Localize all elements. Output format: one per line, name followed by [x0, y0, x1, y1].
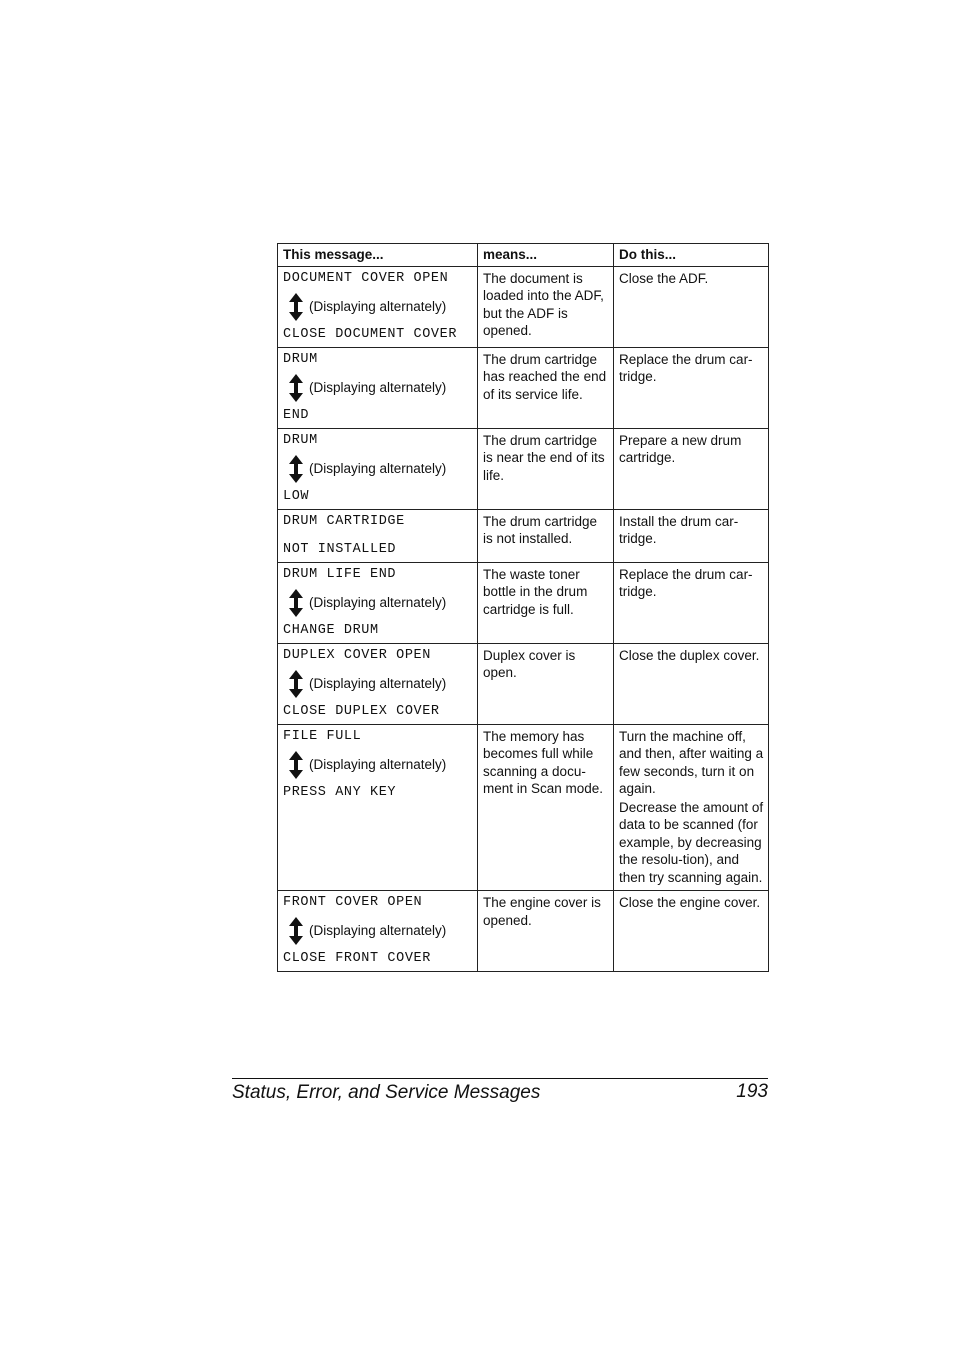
- message-line-1: DRUM CARTRIDGE: [283, 513, 405, 529]
- up-down-arrow-icon: [283, 455, 309, 483]
- table-row: [278, 643, 769, 724]
- action-cell: [614, 509, 769, 562]
- alternate-display: [283, 916, 473, 946]
- message-cell: [278, 509, 478, 562]
- action-text: Close the engine cover.: [619, 895, 761, 910]
- action-cell: [614, 347, 769, 428]
- action-cell: [614, 891, 769, 972]
- message-line-2: CLOSE DUPLEX COVER: [283, 703, 440, 719]
- message-line-2: CLOSE FRONT COVER: [283, 951, 431, 966]
- alternate-display: [283, 588, 473, 618]
- action-text: Replace the drum car-tridge.: [619, 351, 753, 384]
- means-cell: The drum cartridge is not installed.: [478, 509, 614, 562]
- message-cell: [278, 643, 478, 724]
- footer-title: Status, Error, and Service Messages: [232, 1082, 541, 1103]
- action-text: Close the duplex cover.: [619, 647, 760, 663]
- message-cell: [278, 347, 478, 428]
- message-cell: [278, 266, 478, 347]
- message-line-2: NOT INSTALLED: [283, 541, 397, 557]
- means-cell: The memory has becomes full while scanning a docu-ment in Scan mode.: [478, 724, 614, 891]
- alternate-display: [283, 669, 473, 699]
- message-line-1: DOCUMENT COVER OPEN: [283, 270, 449, 286]
- action-cell: [614, 266, 769, 347]
- table-row: [278, 562, 769, 643]
- footer-rule: [232, 1078, 768, 1079]
- header-means: means...: [478, 244, 614, 267]
- alternate-label: (Displaying alternately): [309, 460, 447, 476]
- alternate-label: (Displaying alternately): [309, 298, 447, 314]
- table-row: [278, 428, 769, 509]
- message-line-2: CLOSE DOCUMENT COVER: [283, 326, 458, 342]
- table-header-row: [278, 244, 769, 267]
- status-message-table: [277, 243, 769, 972]
- action-text: Close the ADF.: [619, 270, 709, 286]
- message-line-1: FILE FULL: [283, 728, 362, 744]
- means-cell: Duplex cover is open.: [478, 643, 614, 724]
- table-row: [278, 266, 769, 347]
- up-down-arrow-icon: [283, 293, 309, 321]
- alternate-label: (Displaying alternately): [309, 675, 447, 691]
- action-text: Install the drum car-tridge.: [619, 513, 739, 546]
- means-cell: The drum cartridge is near the end of its life.: [478, 428, 614, 509]
- means-cell: The waste toner bottle in the drum cartridge is full.: [478, 562, 614, 643]
- means-cell: The drum cartridge has reached the end of its service life.: [478, 347, 614, 428]
- action-text: Prepare a new drum cartridge.: [619, 432, 742, 465]
- action-text: Replace the drum car-tridge.: [619, 566, 753, 599]
- up-down-arrow-icon: [283, 589, 309, 617]
- message-cell: [278, 891, 478, 972]
- message-line-2: LOW: [283, 488, 310, 504]
- header-message: This message...: [278, 244, 478, 267]
- action-cell: [614, 428, 769, 509]
- alternate-label: (Displaying alternately): [309, 594, 447, 610]
- alternate-label: (Displaying alternately): [309, 379, 447, 395]
- message-line-2: CHANGE DRUM: [283, 622, 379, 638]
- alternate-display: [283, 454, 473, 484]
- action-text: Turn the machine off, and then, after waiting a few seconds, turn it on again.: [619, 728, 764, 796]
- table-row: [278, 724, 769, 891]
- message-cell: [278, 428, 478, 509]
- message-line-1: DUPLEX COVER OPEN: [283, 647, 431, 663]
- action-text: Decrease the amount of data to be scanned (for example, by decreasing the resolu-tion), and then try scanning again.: [619, 799, 764, 885]
- message-line-1: DRUM: [283, 351, 318, 367]
- up-down-arrow-icon: [283, 917, 309, 945]
- action-cell: [614, 643, 769, 724]
- alternate-display: [283, 750, 473, 780]
- action-cell: [614, 724, 769, 891]
- message-line-1: DRUM LIFE END: [283, 566, 397, 582]
- table-row: [278, 509, 769, 562]
- alternate-label: (Displaying alternately): [309, 756, 447, 772]
- up-down-arrow-icon: [283, 751, 309, 779]
- up-down-arrow-icon: [283, 374, 309, 402]
- alternate-label: (Displaying alternately): [309, 923, 447, 939]
- page-number: 193: [736, 1081, 768, 1102]
- message-line-1: DRUM: [283, 432, 318, 448]
- means-cell: The document is loaded into the ADF, but the ADF is opened.: [478, 266, 614, 347]
- message-cell: [278, 724, 478, 891]
- header-action: Do this...: [614, 244, 769, 267]
- action-cell: [614, 562, 769, 643]
- table-row: [278, 891, 769, 972]
- message-line-2: END: [283, 407, 310, 423]
- up-down-arrow-icon: [283, 670, 309, 698]
- alternate-display: [283, 292, 473, 322]
- table-row: [278, 347, 769, 428]
- message-cell: [278, 562, 478, 643]
- means-cell: The engine cover is opened.: [478, 891, 614, 972]
- alternate-display: [283, 373, 473, 403]
- message-line-2: PRESS ANY KEY: [283, 784, 397, 800]
- message-line-1: FRONT COVER OPEN: [283, 895, 423, 910]
